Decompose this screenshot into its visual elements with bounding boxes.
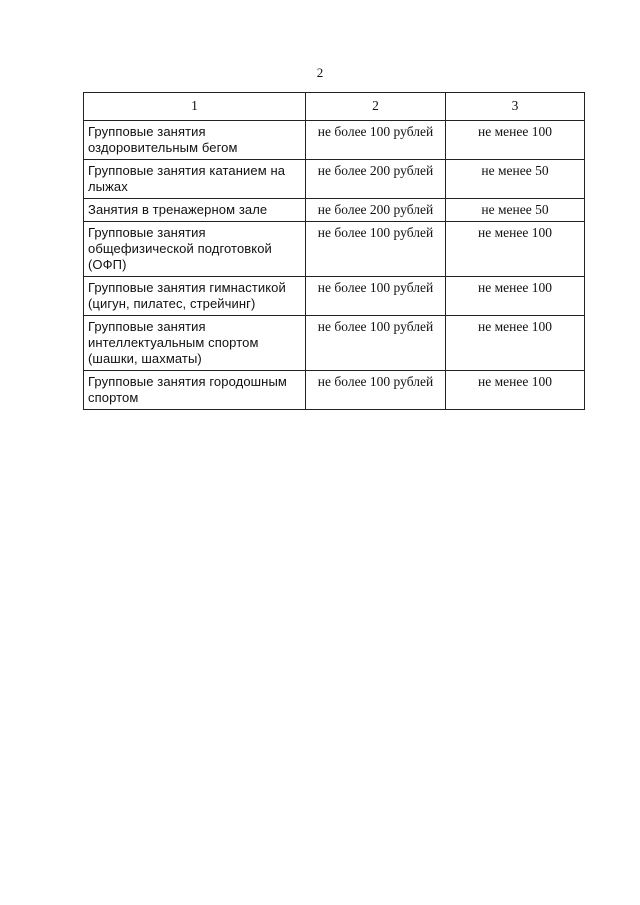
table-row (84, 222, 585, 277)
service-price: не более 100 рублей (306, 222, 446, 277)
table-row (84, 371, 585, 410)
service-count: не менее 100 (446, 121, 585, 160)
table-row (84, 121, 585, 160)
table-row (84, 199, 585, 222)
service-count: не менее 100 (446, 277, 585, 316)
service-price: не более 100 рублей (306, 371, 446, 410)
service-count: не менее 100 (446, 371, 585, 410)
table-header-row (84, 93, 585, 121)
service-name: Групповые занятия общефизической подготовкой (ОФП) (84, 222, 306, 277)
service-name: Групповые занятия катанием на лыжах (84, 160, 306, 199)
service-name: Групповые занятия гимнастикой (цигун, пилатес, стрейчинг) (84, 277, 306, 316)
service-count: не менее 50 (446, 160, 585, 199)
page-number: 2 (316, 65, 324, 80)
service-price: не более 200 рублей (306, 160, 446, 199)
service-price: не более 100 рублей (306, 316, 446, 371)
column-header-3: 3 (446, 93, 585, 121)
table-row (84, 160, 585, 199)
table-row (84, 277, 585, 316)
service-name: Групповые занятия интеллектуальным спортом (шашки, шахматы) (84, 316, 306, 371)
service-name: Групповые занятия городошным спортом (84, 371, 306, 410)
column-header-1: 1 (84, 93, 306, 121)
service-count: не менее 100 (446, 316, 585, 371)
service-count: не менее 100 (446, 222, 585, 277)
service-name: Занятия в тренажерном зале (84, 199, 306, 222)
services-table (83, 92, 585, 410)
column-header-2: 2 (306, 93, 446, 121)
service-name: Групповые занятия оздоровительным бегом (84, 121, 306, 160)
table-row (84, 316, 585, 371)
service-price: не более 200 рублей (306, 199, 446, 222)
service-price: не более 100 рублей (306, 277, 446, 316)
service-count: не менее 50 (446, 199, 585, 222)
service-price: не более 100 рублей (306, 121, 446, 160)
